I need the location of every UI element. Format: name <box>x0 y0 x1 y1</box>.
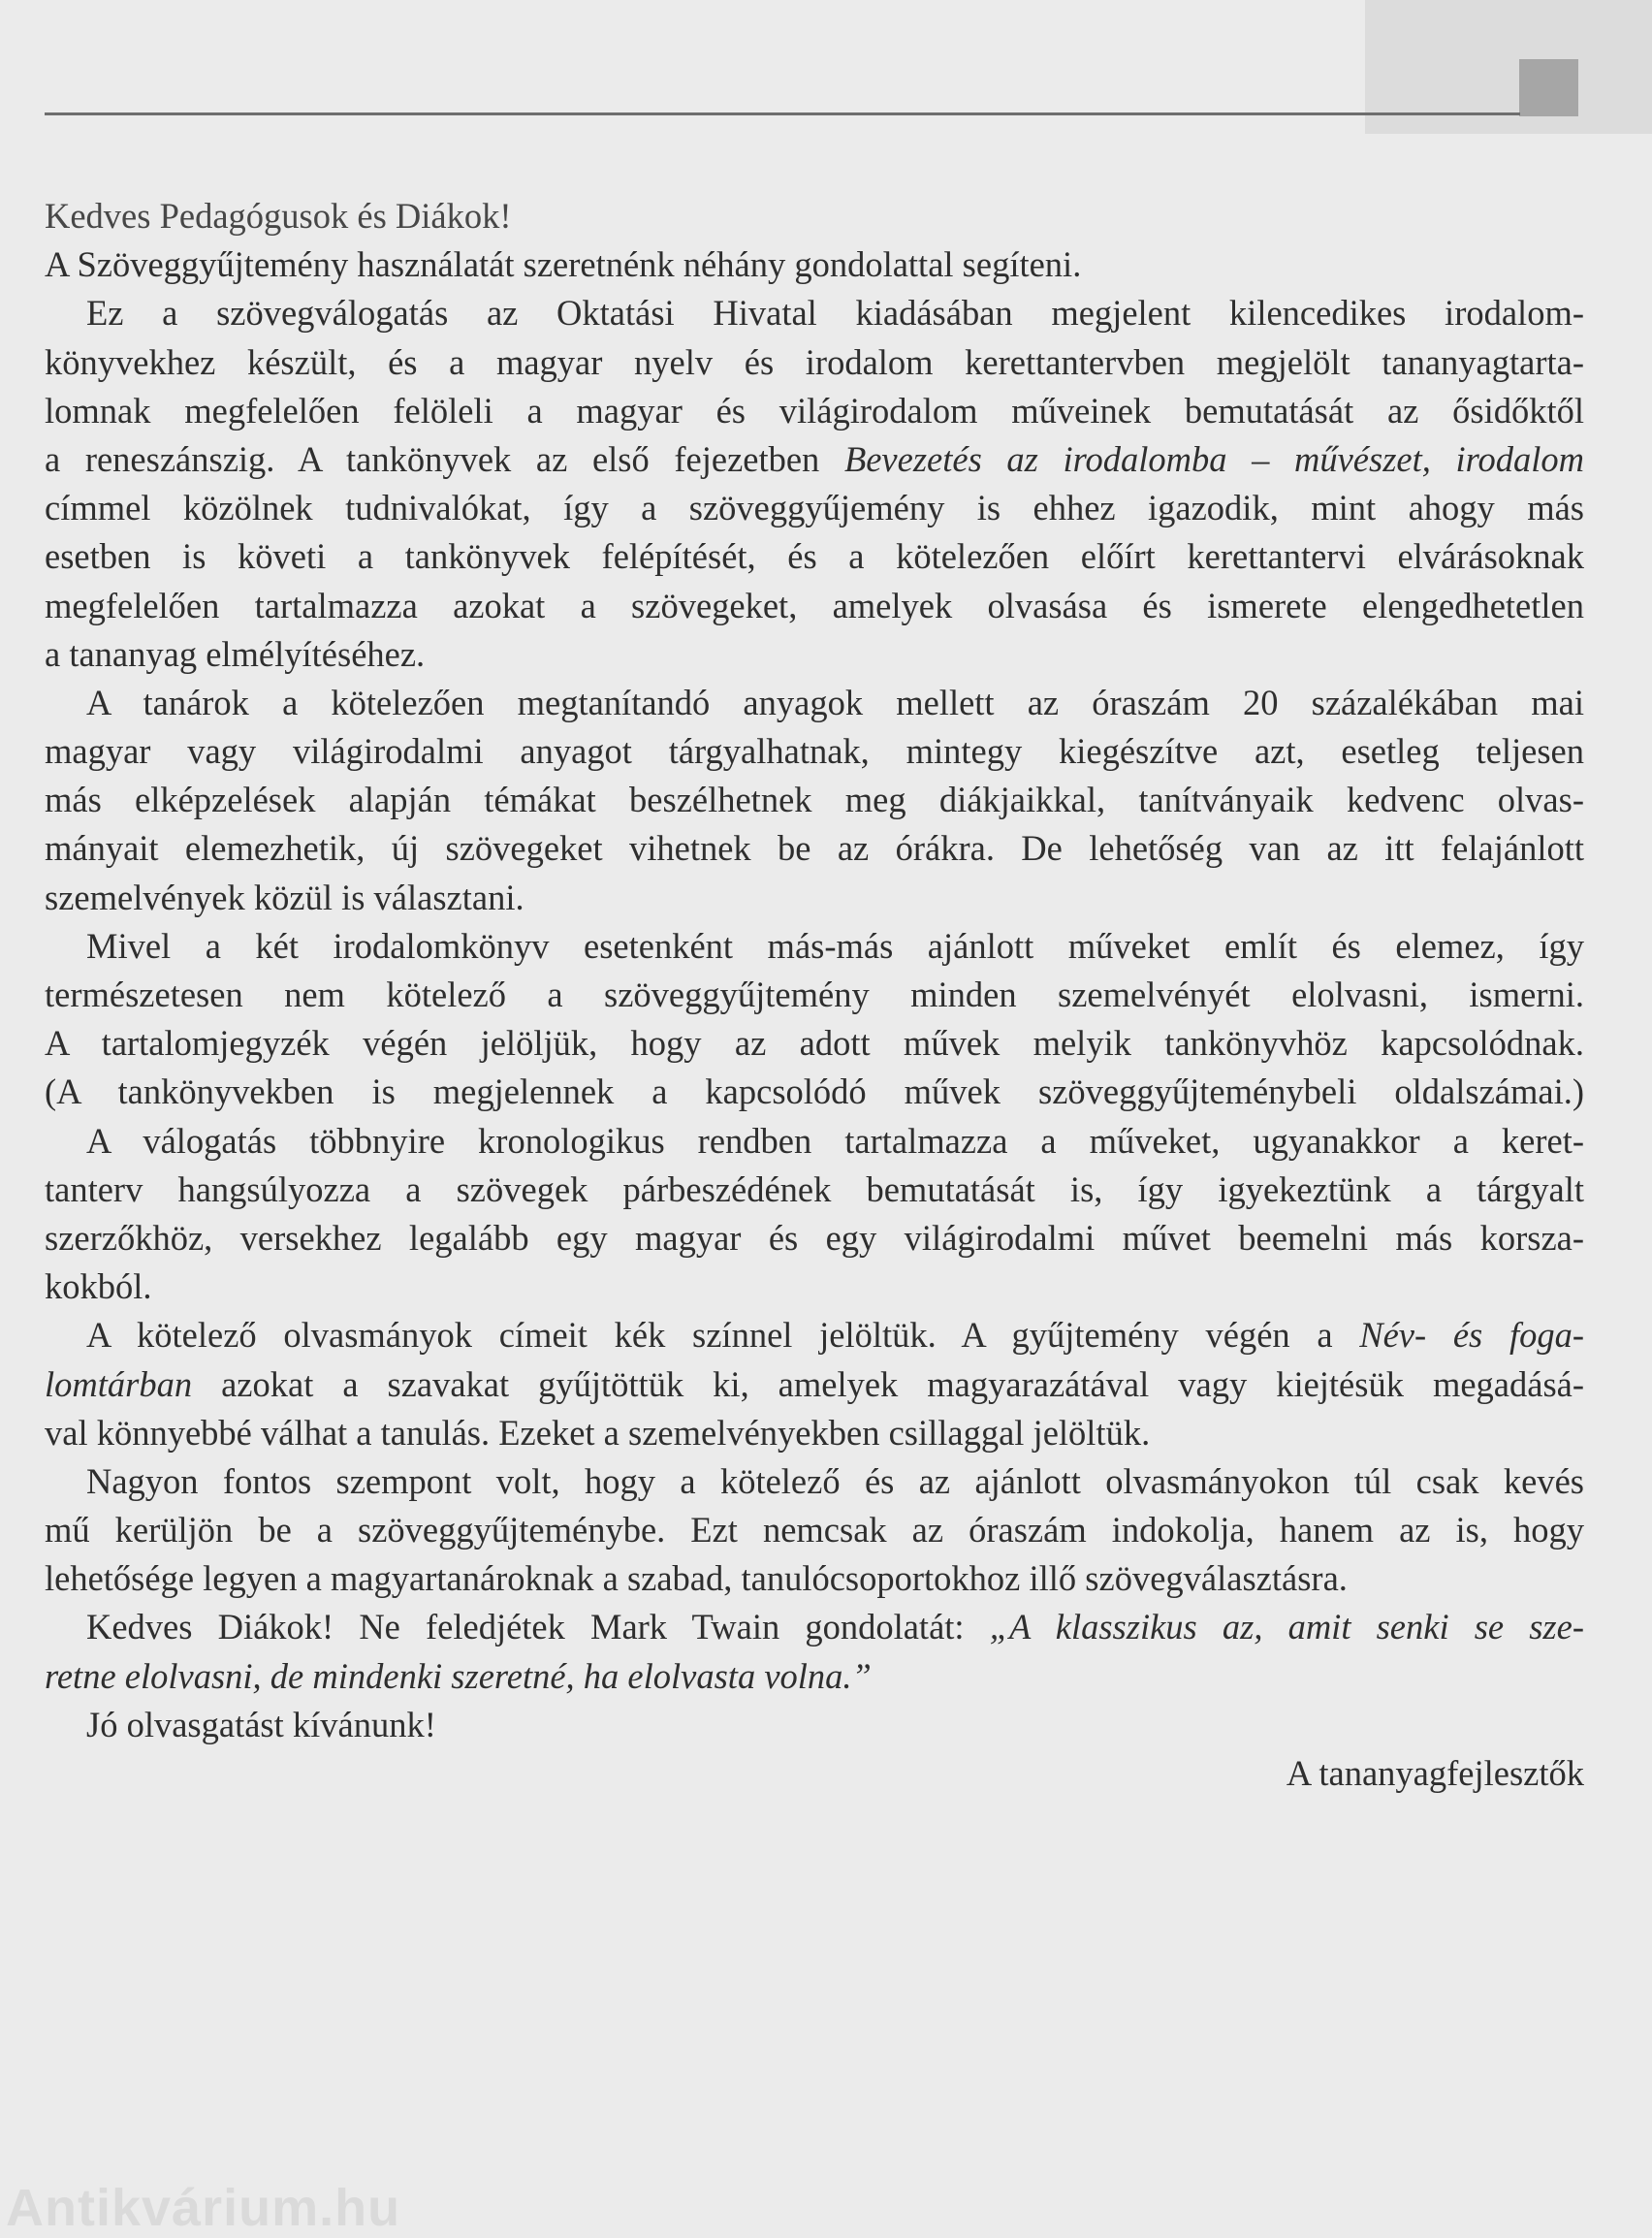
text-line <box>45 824 1584 873</box>
text-segment: lomnak megfelelően felöleli a magyar és világirodalom műveinek bemutatását az ősidőktől <box>45 390 1584 431</box>
text-segment: val könnyebbé válhat a tanulás. Ezeket a szemelvényekben csillaggal jelöltük. <box>45 1412 1151 1453</box>
text-line <box>45 338 1584 387</box>
text-segment: Jó olvasgatást kívánunk! <box>86 1704 436 1744</box>
text-line <box>45 582 1584 630</box>
text-segment: címmel közölnek tudnivalókat, így a szöveggyűjemény is ehhez igazodik, mint ahogy más <box>45 488 1584 528</box>
text-line <box>45 1603 1584 1651</box>
intro-line: A Szöveggyűjtemény használatát szeretnénk néhány gondolattal segíteni. <box>45 244 1082 285</box>
greeting: Kedves Pedagógusok és Diákok! <box>45 196 512 236</box>
italic-text: „A klasszikus az, amit senki se sze- <box>989 1607 1584 1647</box>
text-segment: kokból. <box>45 1266 152 1307</box>
watermark: Antikvárium.hu <box>6 2179 401 2237</box>
text-segment: Ez a szövegválogatás az Oktatási Hivatal kiadásában megjelent kilencedikes irodalom- <box>86 293 1584 334</box>
text-line <box>45 1068 1584 1116</box>
text-line <box>45 679 1584 727</box>
text-line <box>45 387 1584 435</box>
text-segment: a reneszánszig. A tankönyvek az első fejezetben <box>45 438 844 479</box>
italic-text: Név- és foga- <box>1359 1315 1584 1356</box>
text-segment: könyvekhez készült, és a magyar nyelv és irodalom kerettantervben megjelölt tananyagtarta- <box>45 341 1584 382</box>
text-line <box>45 1652 1584 1701</box>
text-segment: Mivel a két irodalomkönyv esetenként más-más ajánlott műveket említ és elemez, így <box>86 925 1584 966</box>
text-line <box>45 971 1584 1019</box>
italic-text: retne elolvasni, de mindenki szeretné, ha elolvasta volna.” <box>45 1655 872 1696</box>
text-line <box>45 874 1584 922</box>
text-line <box>45 289 1584 337</box>
text-line <box>45 1166 1584 1214</box>
text-segment: (A tankönyvekben is megjelennek a kapcsolódó művek szöveggyűjteménybeli oldalszámai.) <box>45 1071 1584 1112</box>
text-segment: a tananyag elmélyítéséhez. <box>45 633 426 674</box>
italic-text: lomtárban <box>45 1363 193 1404</box>
text-line <box>45 922 1584 971</box>
header-rule <box>45 112 1520 115</box>
text-segment: mányait elemezhetik, új szövegeket vihetnek be az órákra. De lehetőség van az itt felajánlott <box>45 828 1584 869</box>
text-line <box>45 1554 1584 1603</box>
signature: A tananyagfejlesztők <box>1286 1753 1584 1793</box>
text-line <box>45 1409 1584 1457</box>
text-line <box>45 484 1584 532</box>
text-segment: A tanárok a kötelezően megtanítandó anyagok mellett az óraszám 20 százalékában mai <box>86 682 1584 722</box>
text-segment: Kedves Diákok! Ne feledjétek Mark Twain gondolatát: <box>86 1607 990 1647</box>
text-segment: A válogatás többnyire kronologikus rendben tartalmazza a műveket, ugyanakkor a keret- <box>86 1120 1584 1161</box>
text-line <box>45 1311 1584 1359</box>
italic-text: Bevezetés az irodalomba – művészet, irodalom <box>843 438 1584 479</box>
text-segment: mű kerüljön be a szöveggyűjteménybe. Ezt nemcsak az óraszám indokolja, hanem az is, hogy <box>45 1510 1584 1551</box>
text-segment: természetesen nem kötelező a szöveggyűjtemény minden szemelvényét elolvasni, ismerni. <box>45 975 1584 1014</box>
text-line <box>45 630 1584 679</box>
text-line <box>45 435 1584 484</box>
text-line <box>45 532 1584 581</box>
text-line <box>45 1701 1584 1749</box>
text-segment: azokat a szavakat gyűjtöttük ki, amelyek magyarazátával vagy kiejtésük megadásá- <box>192 1363 1584 1404</box>
preface-text <box>45 192 1584 1798</box>
text-segment: A kötelező olvasmányok címeit kék színnel jelöltük. A gyűjtemény végén a <box>86 1315 1360 1356</box>
page-marker-square <box>1519 59 1578 116</box>
text-line <box>45 1506 1584 1554</box>
text-segment: magyar vagy világirodalmi anyagot tárgyalhatnak, mintegy kiegészítve azt, esetleg teljesen <box>45 731 1584 772</box>
text-segment: szemelvények közül is választani. <box>45 877 524 917</box>
text-segment: lehetősége legyen a magyartanároknak a szabad, tanulócsoportokhoz illő szövegválasztásra. <box>45 1558 1348 1599</box>
text-line <box>45 1360 1584 1409</box>
text-line <box>45 1019 1584 1068</box>
text-segment: tanterv hangsúlyozza a szövegek párbeszédének bemutatását is, így igyekeztünk a tárgyalt <box>45 1168 1584 1209</box>
text-segment: A tartalomjegyzék végén jelöljük, hogy az adott művek melyik tankönyvhöz kapcsolódnak. <box>45 1023 1584 1064</box>
text-segment: Nagyon fontos szempont volt, hogy a kötelező és az ajánlott olvasmányokon túl csak kevés <box>86 1460 1584 1501</box>
text-line <box>45 776 1584 824</box>
text-line <box>45 1457 1584 1506</box>
paragraphs <box>45 289 1584 1749</box>
text-segment: esetben is követi a tankönyvek felépítését, és a kötelezően előírt kerettantervi elvárásoknak <box>45 536 1584 577</box>
text-line <box>45 1117 1584 1166</box>
text-line <box>45 1263 1584 1311</box>
text-segment: más elképzelések alapján témákat beszélhetnek meg diákjaikkal, tanítványaik kedvenc olvas- <box>45 780 1584 820</box>
text-line <box>45 1214 1584 1263</box>
text-segment: megfelelően tartalmazza azokat a szövegeket, amelyek olvasása és ismerete elengedhetetlen <box>45 585 1584 625</box>
text-line <box>45 727 1584 776</box>
text-segment: szerzőkhöz, versekhez legalább egy magyar és egy világirodalmi művet beemelni más korsza- <box>45 1217 1584 1258</box>
